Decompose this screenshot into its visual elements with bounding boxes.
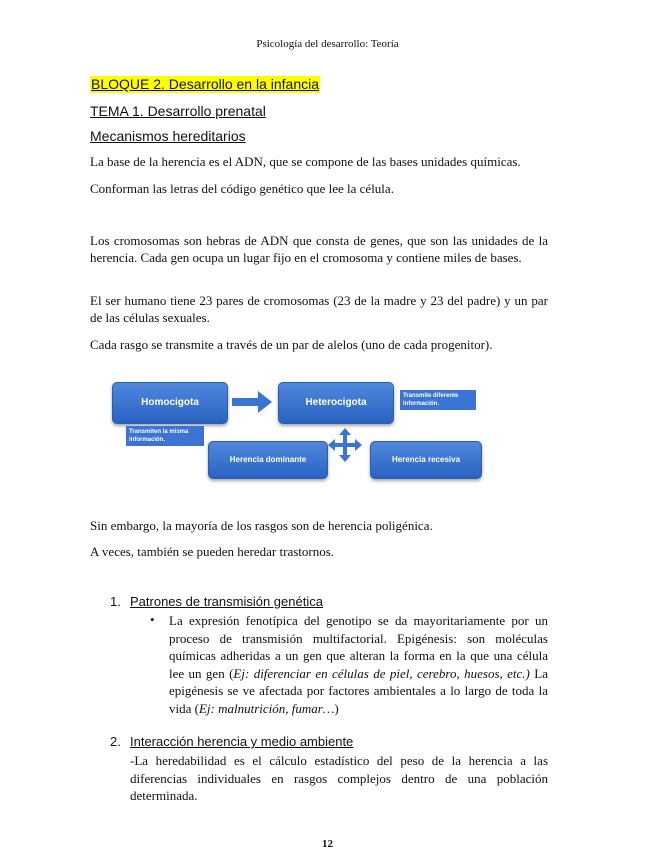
tema-title: TEMA 1. Desarrollo prenatal [90,103,266,119]
closing-paren: ) [334,700,339,716]
list-item-2-body: -La heredabilidad es el cálculo estadístico del peso de la herencia a las diferencias individuales en rasgos complejos dentro de una población determinada. [130,753,548,803]
heredity-diagram [108,378,488,483]
paragraph-trastornos: A veces, también se pueden heredar trastornos. [90,544,335,559]
note-homocigota: Transmiten la misma información. [126,426,204,446]
paragraph-poligenica: Sin embargo, la mayoría de los rasgos son de herencia poligénica. [90,518,433,533]
homocigota-box: Homocigota [112,382,228,424]
four-way-arrow-icon [328,428,362,467]
paragraph-codigo: Conforman las letras del código genético que lee la célula. [90,181,394,196]
list-item-1-body [169,612,548,717]
page-header: Psicología del desarrollo: Teoría [256,38,399,50]
arrow-right-icon [232,391,272,418]
bullet-icon: • [150,612,155,627]
example-factores: Ej: malnutrición, fumar… [198,700,335,716]
paragraph-adn: La base de la herencia es el ADN, que se compone de las bases unidades químicas. [90,154,521,169]
heterocigota-box: Heterocigota [278,382,394,424]
page-number: 12 [322,838,333,850]
paragraph-cromosomas: Los cromosomas son hebras de ADN que consta de genes, que son las unidades de la herencia. Cada gen ocupa un lugar fijo en el cromosoma y contiene miles de bases. [90,233,548,265]
list-item-2-title: Interacción herencia y medio ambiente [130,734,354,749]
bullet-text-transmision: La expresión fenotípica del genotipo se da mayoritariamente por un proceso de transmisión multifactorial. [169,613,548,646]
bullet-text-ambientales: La epigénesis se ve afectada por factores ambientales a lo largo de toda la vida ( [169,665,548,716]
note-heterocigota: Transmite diferente información. [400,390,476,410]
bullet-text-epigenesis: Epigénesis: son moléculas químicas adheridas a un gen que alteran la forma en la que una célula lee un gen ( [169,630,548,681]
example-epigenesis: Ej: diferenciar en células de piel, cerebro, huesos, etc.) [233,665,530,681]
list-item-1-title: Patrones de transmisión genética [130,594,323,609]
list-item-1-number: 1. [110,594,121,609]
block-title: BLOQUE 2. Desarrollo en la infancia [91,76,319,92]
list-item-2-number: 2. [110,734,121,749]
paragraph-alelos: Cada rasgo se transmite a través de un par de alelos (uno de cada progenitor). [90,337,493,352]
herencia-recesiva-box: Herencia recesiva [370,441,482,479]
paragraph-pares: El ser humano tiene 23 pares de cromosomas (23 de la madre y 23 del padre) y un par de las células sexuales. [90,293,548,325]
section-title: Mecanismos hereditarios [90,128,246,144]
herencia-dominante-box: Herencia dominante [208,441,328,479]
